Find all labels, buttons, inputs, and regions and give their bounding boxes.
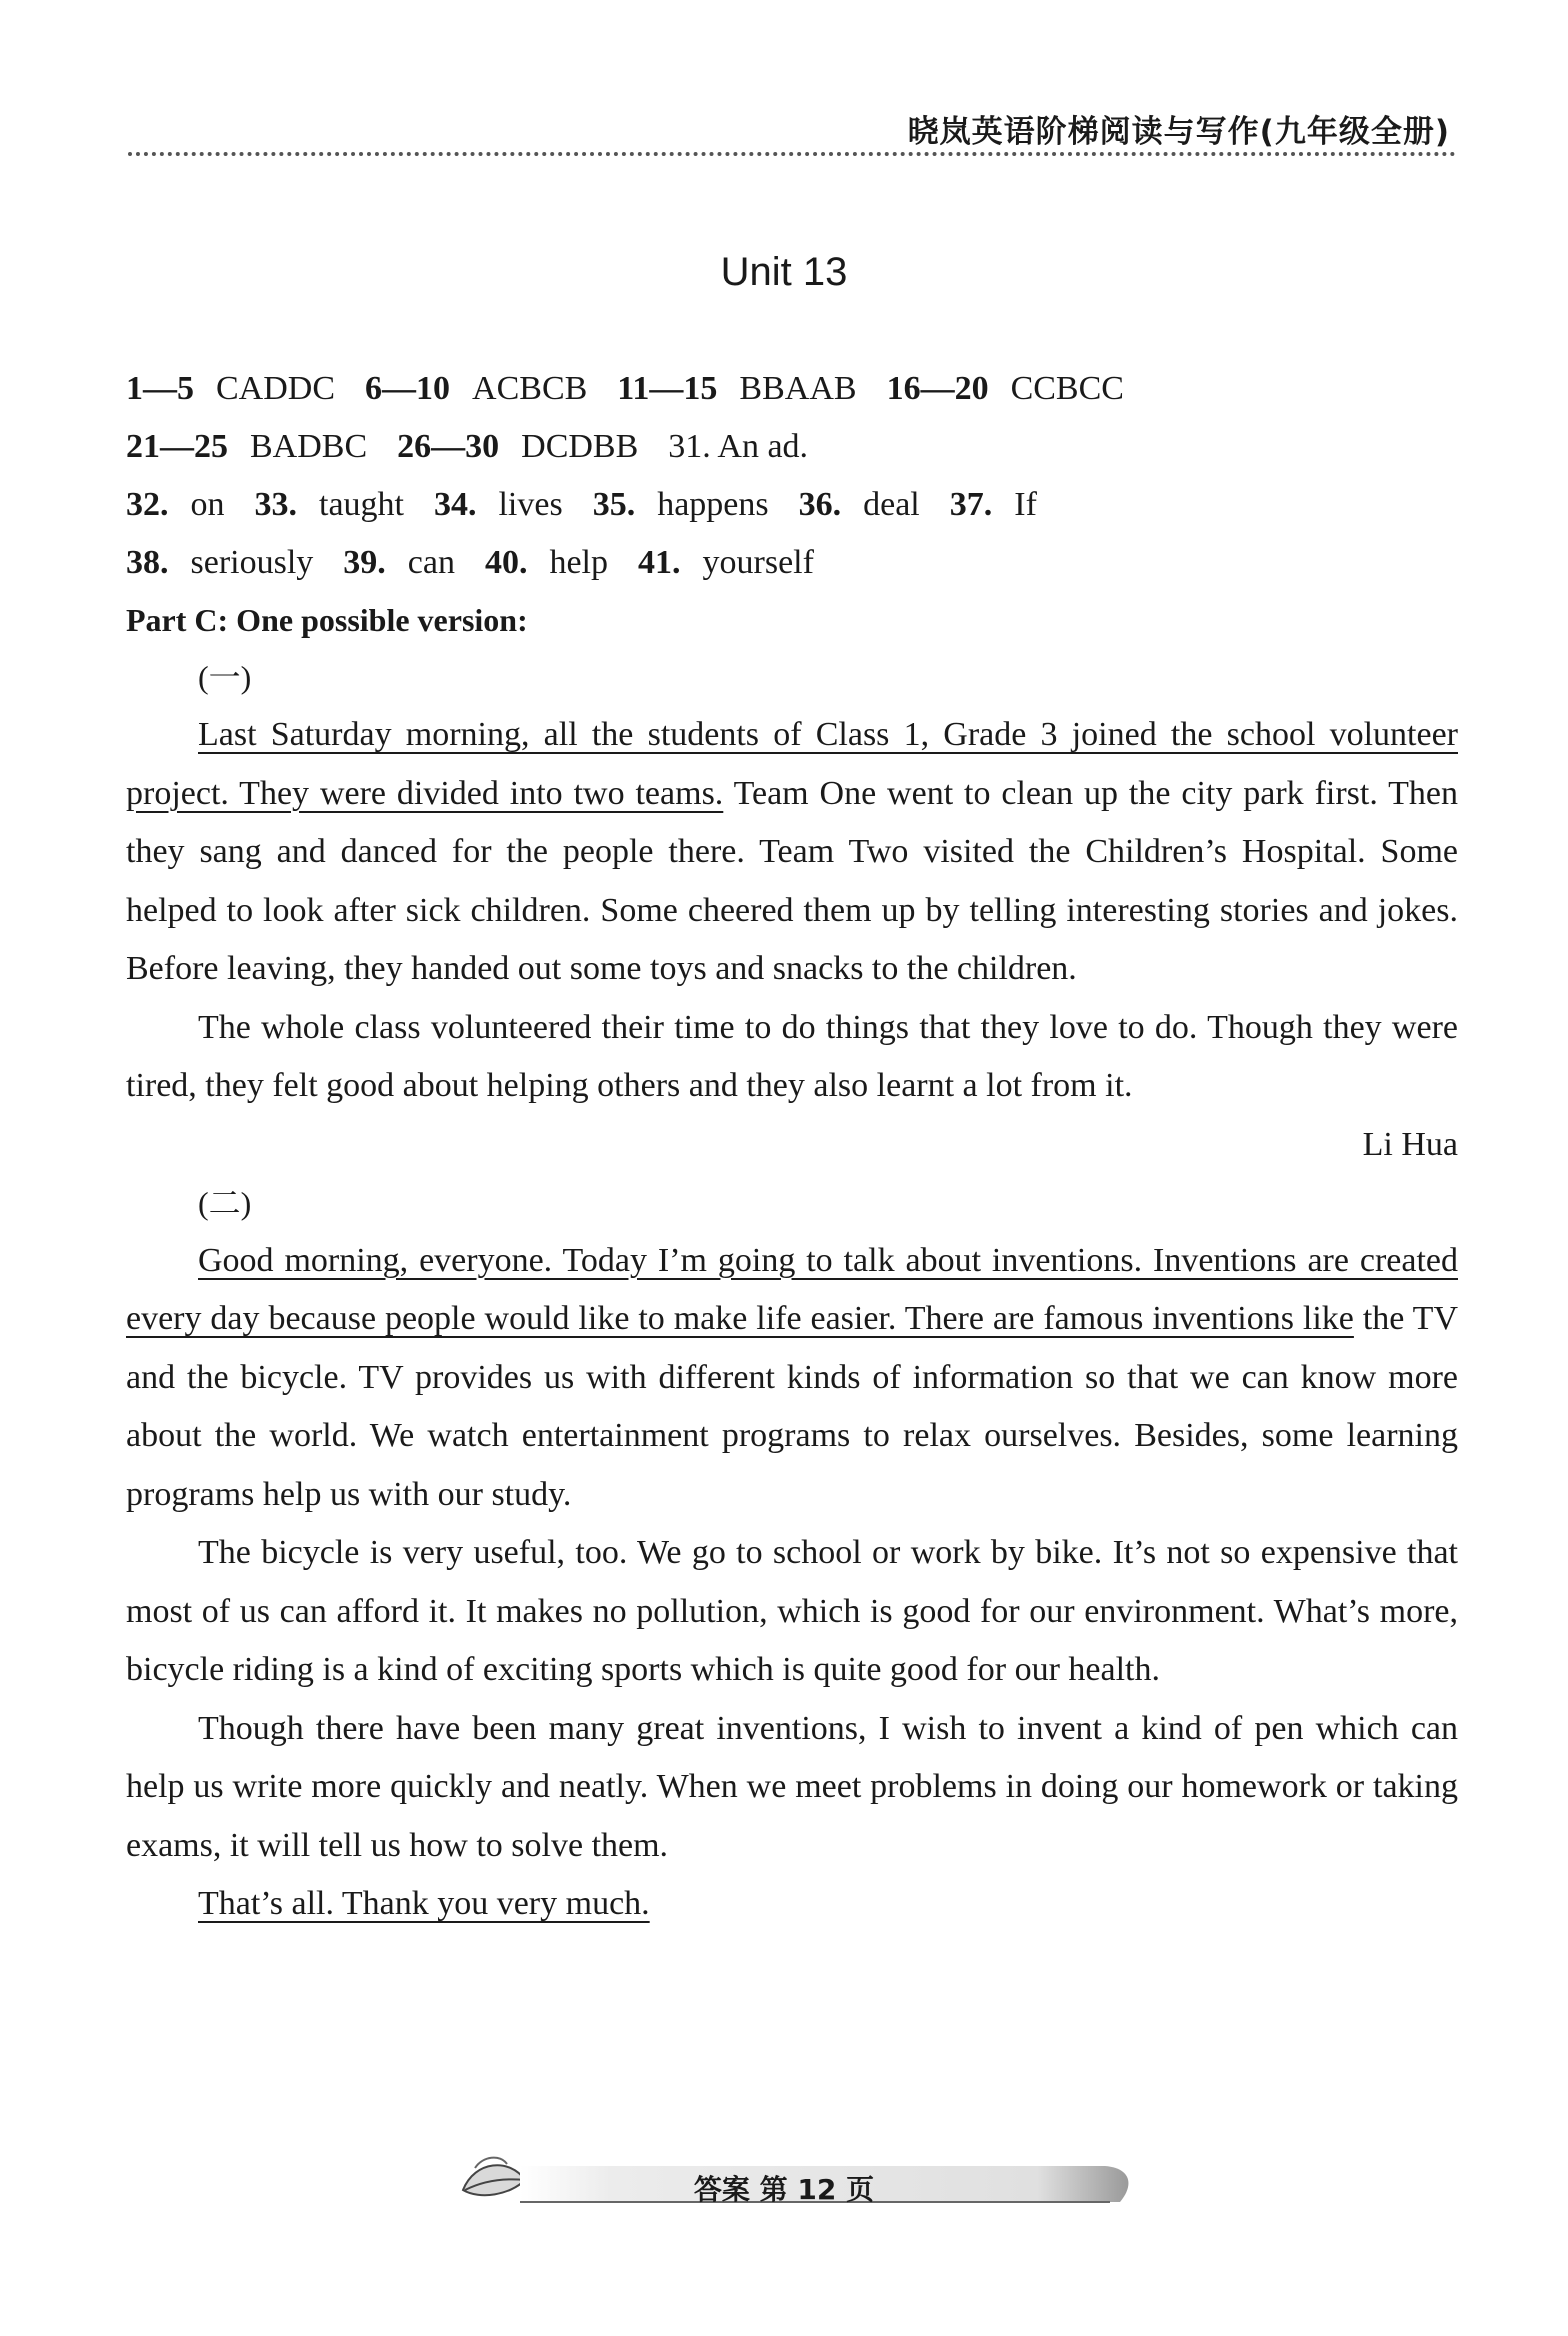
answer-item: 35. happens [592, 486, 769, 523]
answer-item: 38. seriously [126, 544, 314, 581]
answer-group: 11—15 BBAAB [617, 370, 857, 407]
page-number: 答案 第 12 页 [693, 2173, 875, 2206]
section-2-paragraph-3: Though there have been many great inventions, I wish to invent a kind of pen which can help us write more quickly and neatly. When we meet problems in doing our homework or taking exams, it will tell us how to solve them. [126, 1709, 1458, 1864]
section-2-closing: That’s all. Thank you very much. [198, 1885, 650, 1922]
section-2-mark: (二) [198, 1184, 252, 1221]
answer-item: 32. on [126, 486, 225, 523]
section-1-paragraph-2: The whole class volunteered their time to do things that they love to do. Though they were tired, they felt good about helping others and they also learnt a lot from it. [126, 1008, 1458, 1104]
answer-row-3 [126, 476, 1458, 534]
answer-group: 26—30 DCDBB [397, 428, 639, 465]
answer-row-4 [126, 534, 1458, 592]
answer-group: 1—5 CADDC [126, 370, 336, 407]
book-title: 晓岚英语阶梯阅读与写作(九年级全册) [907, 114, 1450, 150]
section-1-mark: (一) [198, 659, 252, 695]
header-divider [128, 152, 1456, 156]
answer-row-1 [126, 360, 1458, 418]
answer-group: 21—25 BADBC [126, 428, 368, 465]
underlined-text: Good morning, everyone. Today I’m going to talk about inventions. Inventions are created every day because people would like to make life easier. There are famous inventions like [126, 1241, 1458, 1337]
section-1-paragraph-1: Last Saturday morning, all the students of Class 1, Grade 3 joined the school volunteer project. They were divided into two teams. Team One went to clean up the city park first. Then they sang and danced for the people there. Team Two visited the Children’s Hospital. Some helped to look after sick children. Some cheered them up by telling interesting stories and jokes. Before leaving, they handed out some toys and snacks to the children. [126, 716, 1458, 987]
answer-item: 37. If [949, 486, 1037, 523]
answer-item: 41. yourself [638, 544, 814, 581]
answer-item: 33. taught [254, 486, 404, 523]
answer-group: 16—20 CCBCC [886, 370, 1124, 407]
answer-item: 40. help [484, 544, 609, 581]
signature: Li Hua [1362, 1125, 1458, 1163]
answer-group: 6—10 ACBCB [365, 370, 588, 407]
answer-31: 31. An ad. [668, 428, 809, 465]
part-c-heading: Part C: One possible version: [126, 602, 528, 638]
answer-content [126, 360, 1458, 1934]
answer-item: 36. deal [798, 486, 920, 523]
answer-item: 39. can [343, 544, 455, 581]
underlined-text: Last Saturday morning, all the students of Class 1, Grade 3 joined the school volunteer project. They were divided into two teams. [126, 716, 1458, 812]
section-2-paragraph-2: The bicycle is very useful, too. We go to school or work by bike. It’s not so expensive that most of us can afford it. It makes no pollution, which is good for our environment. What’s more, bicycle riding is a kind of exciting sports which is quite good for our health. [126, 1534, 1458, 1688]
unit-title: Unit 13 [720, 250, 848, 294]
section-2-paragraph-1: Good morning, everyone. Today I’m going to talk about inventions. Inventions are created every day because people would like to make life easier. There are famous inventions like the TV and the bicycle. TV provides us with different kinds of information so that we can know more about the world. We watch entertainment programs to relax ourselves. Besides, some learning programs help us with our study. [126, 1241, 1458, 1513]
answer-row-2 [126, 418, 1458, 476]
answer-item: 34. lives [433, 486, 563, 523]
